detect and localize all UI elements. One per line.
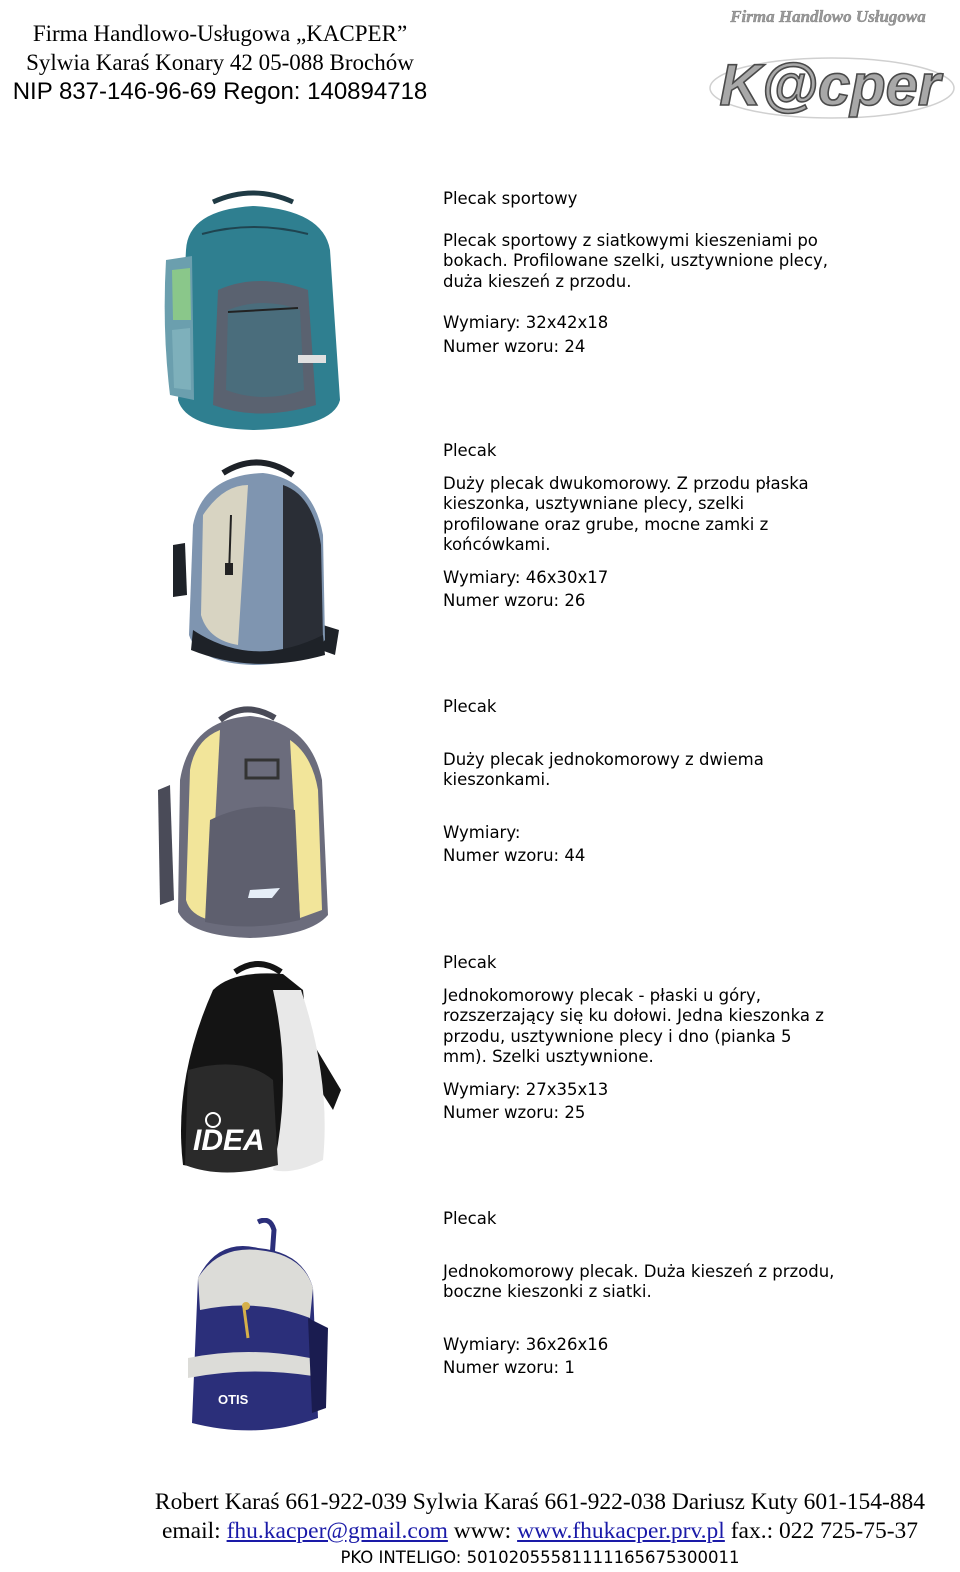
product-description: Duży plecak dwukomorowy. Z przodu płaska kieszonka, usztywniane plecy, szelki profilowane oraz grube, mocne zamki z końcówkami. [443, 473, 809, 554]
product-card-3 [443, 697, 863, 867]
product-dimensions: Wymiary: 27x35x13 [443, 1079, 609, 1099]
email-link[interactable]: fhu.kacper@gmail.com [226, 1518, 448, 1544]
svg-text:IDEA: IDEA [193, 1124, 265, 1157]
logo-name: K@cper [719, 53, 941, 118]
svg-text:OTIS: OTIS [218, 1392, 249, 1407]
company-name: Firma Handlowo-Usługowa „KACPER” [32, 21, 408, 46]
website-link[interactable]: www.fhukacper.prv.pl [517, 1518, 725, 1544]
product-image-jednokomorowy-dwie-kieszonki [150, 700, 340, 940]
product-model-number: Numer wzoru: 1 [443, 1358, 575, 1377]
product-model-number: Numer wzoru: 24 [443, 336, 586, 356]
product-dimensions: Wymiary: 46x30x17 [443, 567, 609, 587]
product-model-number: Numer wzoru: 26 [443, 591, 586, 610]
product-card-1 [443, 189, 863, 357]
footer-phones: Robert Karaś 661-922-039 Sylwia Karaś 661-922-038 Dariusz Kuty 601-154-884 [154, 1489, 926, 1515]
product-model-number: Numer wzoru: 44 [443, 846, 586, 865]
product-card-5 [443, 1209, 863, 1379]
product-image-dwukomorowy [163, 455, 343, 667]
product-title: Plecak [443, 697, 497, 716]
fax-number: fax.: 022 725-75-37 [730, 1518, 919, 1544]
product-title: Plecak sportowy [443, 189, 578, 208]
product-title: Plecak [443, 441, 497, 460]
product-card-4 [443, 953, 863, 1124]
product-title: Plecak [443, 1209, 497, 1228]
product-description: Jednokomorowy plecak. Duża kieszeń z przodu, boczne kieszonki z siatki. [443, 1261, 835, 1301]
product-dimensions: Wymiary: 32x42x18 [443, 313, 609, 332]
company-logo [700, 0, 960, 130]
product-description: Jednokomorowy plecak - płaski u góry, rozszerzający się ku dołowi. Jedna kieszonka z przodu, usztywnione plecy i dno (pianka 5 mm). Szelki usztywnione. [443, 985, 824, 1066]
product-dimensions: Wymiary: [443, 822, 521, 842]
company-nip-regon: NIP 837-146-96-69 Regon: 140894718 [12, 78, 428, 105]
footer-bank-account: PKO INTELIGO: 50102055581111165675300011 [340, 1548, 740, 1567]
product-image-sportowy [158, 190, 348, 435]
product-image-otis [178, 1218, 328, 1440]
product-description: Duży plecak jednokomorowy z dwiema kieszonkami. [443, 749, 764, 789]
product-description: Plecak sportowy z siatkowymi kieszeniami po bokach. Profilowane szelki, usztywnione plecy, duża kieszeń z przodu. [443, 230, 829, 291]
product-dimensions: Wymiary: 36x26x16 [443, 1334, 609, 1354]
footer-contact [0, 1517, 960, 1545]
logo-tagline: Firma Handlowo Usługowa [730, 7, 926, 26]
company-address: Sylwia Karaś Konary 42 05-088 Brochów [26, 50, 414, 75]
product-card-2 [443, 441, 863, 612]
email-label: email: [161, 1518, 221, 1544]
product-image-idea [173, 960, 343, 1180]
product-model-number: Numer wzoru: 25 [443, 1103, 586, 1122]
www-label: www: [453, 1518, 512, 1544]
product-title: Plecak [443, 953, 497, 972]
